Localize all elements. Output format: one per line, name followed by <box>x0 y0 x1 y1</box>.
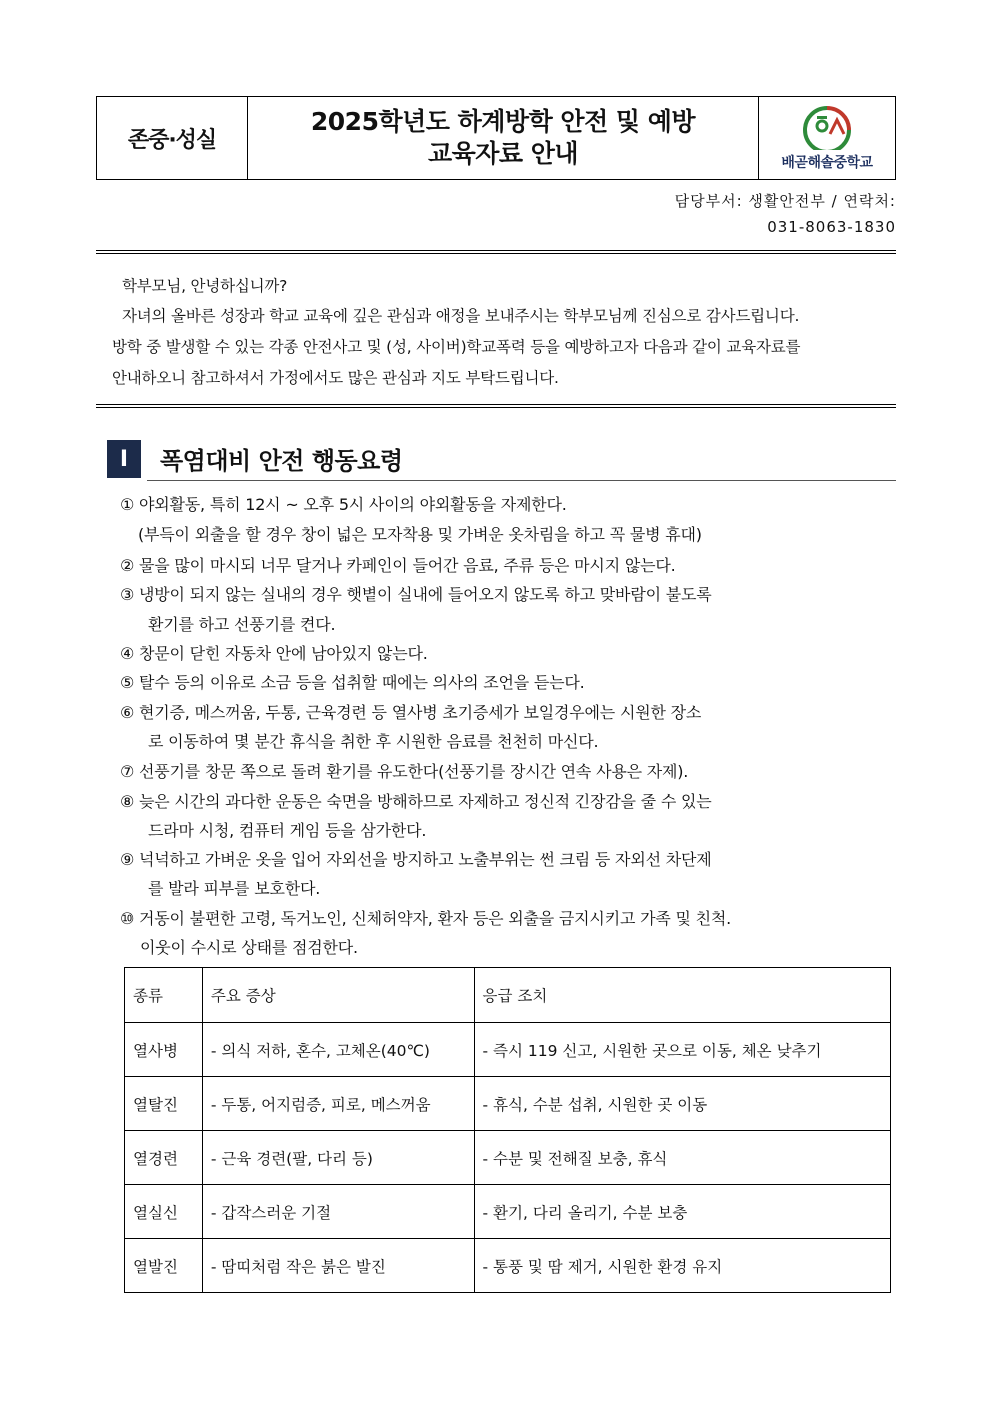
guideline-6: ⑥ 현기증, 메스꺼움, 두통, 근육경련 등 열사병 초기증세가 보일경우에는 시원한 장소 <box>120 703 702 722</box>
table-header-cell: 종류 <box>125 968 203 1023</box>
section-underline <box>147 480 896 481</box>
intro-line-4: 안내하오니 참고하셔서 가정에서도 많은 관심과 지도 부탁드립니다. <box>112 369 559 387</box>
contact-dept: 담당부서: 생활안전부 / 연락처: <box>674 192 896 210</box>
intro-line-3: 방학 중 발생할 수 있는 각종 안전사고 및 (성, 사이버)학교폭력 등을 예방하고자 다음과 같이 교육자료를 <box>112 338 801 356</box>
table-cell-action: - 즉시 119 신고, 시원한 곳으로 이동, 체온 낮추기 <box>474 1023 890 1077</box>
page-title <box>248 97 758 179</box>
table-cell-action: - 수분 및 전해질 보충, 휴식 <box>474 1131 890 1185</box>
table-header-row <box>125 968 891 1023</box>
header-box <box>96 96 896 180</box>
motto: 존중·성실 <box>97 97 248 179</box>
guideline-9-cont: 를 발라 피부를 보호한다. <box>148 879 321 898</box>
school-logo-block <box>758 97 895 179</box>
table-header-cell: 주요 증상 <box>202 968 474 1023</box>
intro-line-2: 자녀의 올바른 성장과 학교 교육에 깊은 관심과 애정을 보내주시는 학부모님께 진심으로 감사드립니다. <box>122 307 800 325</box>
table-header-cell: 응급 조치 <box>474 968 890 1023</box>
guideline-3-cont: 환기를 하고 선풍기를 켠다. <box>148 615 336 634</box>
table-cell-type: 열사병 <box>125 1023 203 1077</box>
guideline-3: ③ 냉방이 되지 않는 실내의 경우 햇볕이 실내에 들어오지 않도록 하고 맞바람이 불도록 <box>120 585 712 604</box>
title-line-1: 2025학년도 하계방학 안전 및 예방 <box>310 107 696 136</box>
section-title: 폭염대비 안전 행동요령 <box>160 447 403 475</box>
guideline-8: ⑧ 늦은 시간의 과다한 운동은 숙면을 방해하므로 자제하고 정신적 긴장감을 줄 수 있는 <box>120 792 712 811</box>
table-cell-type: 열발진 <box>125 1239 203 1293</box>
table-cell-type: 열탈진 <box>125 1077 203 1131</box>
table-cell-symptom: - 갑작스러운 기절 <box>202 1185 474 1239</box>
divider-bottom <box>96 404 896 408</box>
guideline-1-note: (부득이 외출을 할 경우 창이 넓은 모자착용 및 가벼운 옷차림을 하고 꼭 물병 휴대) <box>138 525 702 544</box>
contact-phone: 031-8063-1830 <box>767 218 896 236</box>
table-cell-symptom: - 두통, 어지럼증, 피로, 메스꺼움 <box>202 1077 474 1131</box>
table-row <box>125 1239 891 1293</box>
guideline-8-cont: 드라마 시청, 컴퓨터 게임 등을 삼가한다. <box>148 821 427 840</box>
school-logo-icon <box>797 104 857 150</box>
intro-line-1: 학부모님, 안녕하십니까? <box>122 277 288 295</box>
guideline-10-cont: 이웃이 수시로 상태를 점검한다. <box>140 938 358 957</box>
guideline-1: ① 야외활동, 특히 12시 ~ 오후 5시 사이의 야외활동을 자제한다. <box>120 495 567 514</box>
guideline-2: ② 물을 많이 마시되 너무 달거나 카페인이 들어간 음료, 주류 등은 마시지 않는다. <box>120 556 676 575</box>
title-line-2: 교육자료 안내 <box>427 139 579 168</box>
school-name: 배곧해솔중학교 <box>781 155 873 171</box>
table-row <box>125 1077 891 1131</box>
table-row <box>125 1185 891 1239</box>
divider-top <box>96 250 896 254</box>
guideline-6-cont: 로 이동하여 몇 분간 휴식을 취한 후 시원한 음료를 천천히 마신다. <box>148 732 599 751</box>
table-cell-action: - 통풍 및 땀 제거, 시원한 환경 유지 <box>474 1239 890 1293</box>
table-cell-action: - 휴식, 수분 섭취, 시원한 곳 이동 <box>474 1077 890 1131</box>
guideline-5: ⑤ 탈수 등의 이유로 소금 등을 섭취할 때에는 의사의 조언을 듣는다. <box>120 673 585 692</box>
heat-illness-table <box>124 967 891 1293</box>
table-cell-type: 열실신 <box>125 1185 203 1239</box>
table-row <box>125 1131 891 1185</box>
guideline-4: ④ 창문이 닫힌 자동차 안에 남아있지 않는다. <box>120 644 428 663</box>
guideline-7: ⑦ 선풍기를 창문 쪽으로 돌려 환기를 유도한다(선풍기를 장시간 연속 사용은 자제). <box>120 762 689 781</box>
guideline-10: ⑩ 거동이 불편한 고령, 독거노인, 신체허약자, 환자 등은 외출을 금지시키고 가족 및 친척. <box>120 909 732 928</box>
table-row <box>125 1023 891 1077</box>
table-cell-action: - 환기, 다리 올리기, 수분 보충 <box>474 1185 890 1239</box>
table-cell-symptom: - 근육 경련(팔, 다리 등) <box>202 1131 474 1185</box>
table-cell-type: 열경련 <box>125 1131 203 1185</box>
guideline-9: ⑨ 넉넉하고 가벼운 옷을 입어 자외선을 방지하고 노출부위는 썬 크림 등 자외선 차단제 <box>120 850 712 869</box>
table-cell-symptom: - 땀띠처럼 작은 붉은 발진 <box>202 1239 474 1293</box>
section-number: Ⅰ <box>107 440 141 478</box>
table-cell-symptom: - 의식 저하, 혼수, 고체온(40℃) <box>202 1023 474 1077</box>
